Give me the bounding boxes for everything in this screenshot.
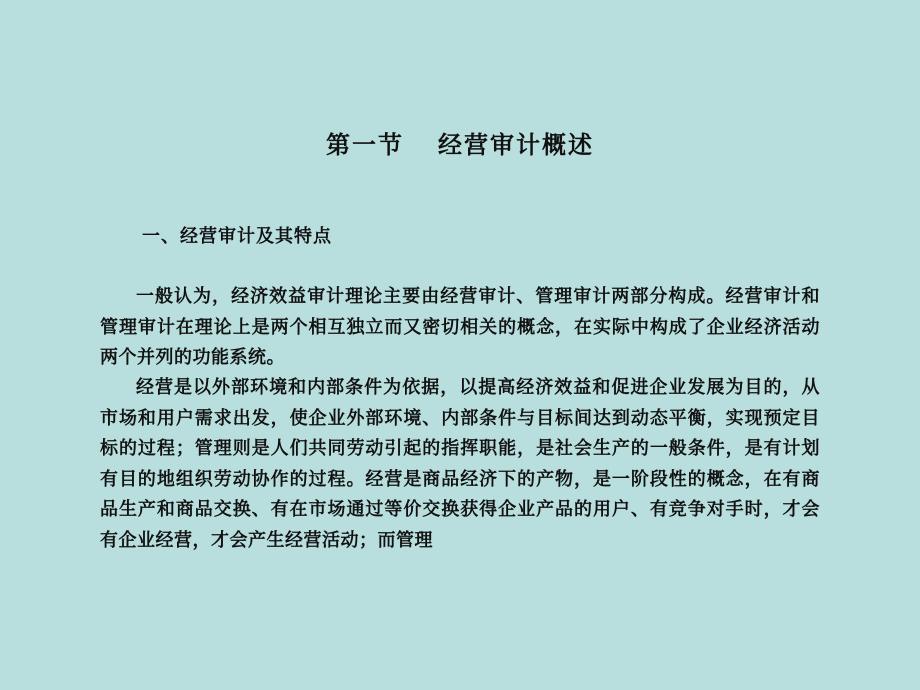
section-heading: 一、经营审计及其特点 <box>142 226 332 247</box>
title-section-number: 第一节 <box>326 130 404 159</box>
paragraph-1: 一般认为，经济效益审计理论主要由经营审计、管理审计两部分构成。经营审计和管理审计在理论上是两个相互独立而又密切相关的概念，在实际中构成了企业经济活动两个并列的功能系统。 <box>100 286 820 368</box>
title-section-name: 经营审计概述 <box>438 130 594 159</box>
paragraph-2: 经营是以外部环境和内部条件为依据，以提高经济效益和促进企业发展为目的，从市场和用户需求出发，使企业外部环境、内部条件与目标间达到动态平衡，实现预定目标的过程；管理则是人们共同劳动引起的指挥职能，是社会生产的一般条件，是有计划有目的地组织劳动协作的过程。经营是商品经济下的产物，是一阶段性的概念，在有商品生产和商品交换、有在市场通过等价交换获得企业产品的用户、有竞争对手时，才会有企业经营，才会产生经营活动；而管理 <box>100 377 820 551</box>
slide-title <box>0 125 920 160</box>
